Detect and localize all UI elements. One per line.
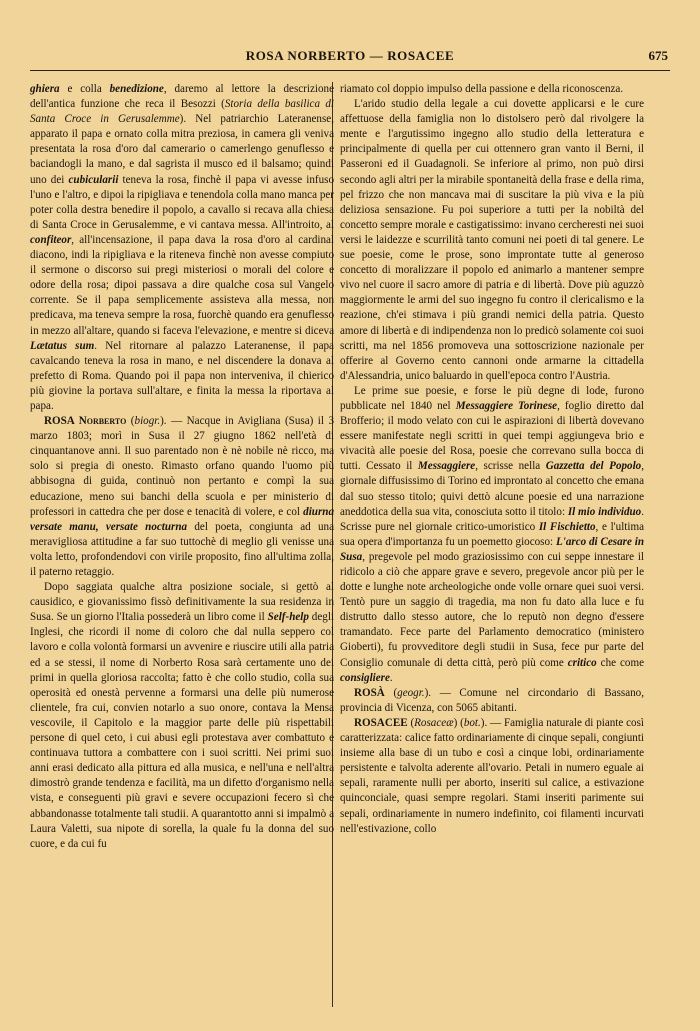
text-run: . xyxy=(389,671,393,684)
text-run: e colla xyxy=(59,83,110,95)
paragraph-rosa-ceremony xyxy=(30,82,334,414)
text-run: Le prime sue poesie, e forse le più degne di lode, furono pubblicate nel 1840 nel xyxy=(340,384,644,412)
text-run: ( xyxy=(384,686,398,699)
entry-rosa-geogr xyxy=(340,686,644,716)
text-run: biogr. xyxy=(134,415,161,428)
text-run: teneva la rosa, finchè il papa vi avesse infuso l'uno e l'altro, e dipoi la ripigliava e tenendola colla mano manca per poter colla destra benedire il popolo, a cavallo si recava alla chiesa di Santa Croce in Gerusalemme, e vi cantava messa. All'introito, al xyxy=(30,173,334,231)
text-run: , foglio diretto dal Brofferio; il modo velato con cui le aspirazioni di libertà dovevano essere manifestate negli scritti in quei tempi aggiungeva brio e vivacità alle poesie del Rosa, poesie che correvano sulla bocca di tutti. Cessato il xyxy=(340,399,645,473)
text-run: ghiera xyxy=(30,83,60,95)
text-run: del poeta, congiunta ad una meravigliosa attitudine a far suo tuttochè di meglio gli venisse una volta letto, profondendovi con virile proposito, fino all'ultima zolla, il paterno retaggio. xyxy=(30,520,335,578)
right-column xyxy=(340,82,644,837)
text-run: , scrisse nella xyxy=(475,460,546,473)
text-run: , e l'ultima sua opera d'importanza fu un poemetto giocoso: xyxy=(340,520,645,548)
running-title: ROSA NORBERTO — ROSACEE xyxy=(245,48,455,63)
text-run: Dopo saggiata qualche altra posizione sociale, si gettò al causidico, e giovanissimo fissò definitivamente la sua residenza in Susa. Se un giorno l'Italia possederà un libro come il xyxy=(30,581,334,624)
entry-rosacee xyxy=(340,716,644,837)
entry-heading: ROSACEE xyxy=(354,716,408,729)
entry-rosa-norberto xyxy=(30,414,334,580)
text-run: . Scrisse pure nel giornale critico-umoristico xyxy=(340,505,644,533)
text-run: che come xyxy=(596,656,644,669)
text-run: ). — Comune nel circondario di Bassano, provincia di Vicenza, con 5065 abitanti. xyxy=(340,686,644,714)
text-run: Lætatus sum xyxy=(30,339,95,352)
text-run: ( xyxy=(407,716,415,729)
text-run: ). — Nacque in Avigliana (Susa) il 3 marzo 1803; morì in Susa il 27 giugno 1862 nell'età di cinquantanove anni. Il suo parentado non è nè nobile nè ricco, ma solo si pregia di onesto. Rimasto orfano quando l'uomo più abbisogna di guida, continuò non pertanto e compì la sua educazione, meno sui banchi della scuola e per ministerio di professori in cattedra che per dose e tenacità di volere, e col xyxy=(30,415,335,518)
text-run: benedizione xyxy=(109,83,164,95)
text-run: degli Inglesi, che ricordi il nome di coloro che dal nulla seppero col lavoro e colla volontà formarsi un avvenire e riuscire utili alla patria ed a se stessi, il nome di Norberto Rosa sarà certamente uno dei primi in quella gloriosa raccolta; fatto è che collo studio, colla sua operosità ed onestà pervenne a formarsi una delle più numerose clientele, fra cui, convien notarlo a suo onore, contava la Mensa vescovile, il Capitolo e la maggior parte delle più rispettabili persone di quel ceto, i cui abusi egli protestava aver combattuto e continuava tuttora a combattere con i suoi scritti. Nei primi suoi anni erasi dedicato alla pittura ed alla musica, e nell'una e nell'altra dimostrò grande tendenza e facilità, ma un difetto d'organismo nella vista, e conseguenti più gravi e severe occupazioni fecero sì che abbandonasse totalmente tali studii. A quarantotto anni si impalmò a Laura Valetti, sua nipote di sorella, la quale fu la donna del suo cuore, e da cui fu xyxy=(30,611,334,850)
text-run: critico xyxy=(567,656,597,669)
text-run: Il Fischietto xyxy=(538,520,596,533)
paragraph-literary-studies xyxy=(340,97,644,384)
page-number: 675 xyxy=(648,48,668,63)
text-run: Messaggiere Torinese xyxy=(455,399,558,412)
text-run: L'arco di Cesare in Susa xyxy=(340,535,644,563)
text-run: cubicularii xyxy=(68,173,119,186)
text-run: Gazzetta del Popolo xyxy=(545,460,642,473)
text-run: Storia della basilica di Santa Croce in Gerusalemme xyxy=(30,98,334,126)
text-run: riamato col doppio impulso della passione e della riconoscenza. xyxy=(340,83,624,95)
text-run: Rosaceæ xyxy=(414,716,454,729)
text-run: L'arido studio della legale a cui dovette applicarsi e le cure affettuose della famiglia non lo distolsero però dal rivolgere la mente e l'argutissimo ingegno allo studio della letteratura e principalmente di quella per cui ottennero gran vanto il Berni, il Passeroni ed il Guadagnoli. Se inferiore al primo, non può dirsi secondo agli altri per la mirabile spontaneità della frase e della rima, pel frizzo che non mancava mai di suscitare la più viva e la più deliziosa sensazione. Fu poi superiore a tutti per la nobiltà del concetto sempre morale e castigatissimo: invano cercheresti nei suoi versi le laidezze e scurrilità tanto comuni nei poeti di tal genere. Le sue poesie, come le prose, sono improntate tutte al generoso concetto di moralizzare il popolo ed animarlo a mantener sempre vivo nel cuore il sacro amore di patria e di libertà. Dove più aguzzò maggiormente le armi del suo ingegno fu contro il clericalismo e la reazione, ch'ei stimava i più grandi nemici della patria. Questo amore di libertà e di indipendenza non lo predicò solamente coi suoi scritti, ma nel 1856 promoveva una sottoscrizione nazionale per offerire al Governo cento cannoni onde armarne la cittadella d'Alessandria, unico baluardo in quell'epoca contro l'Austria. xyxy=(340,98,644,382)
text-run: ). Nel patriarchio Lateranense, apparato il papa e ornato colla mitra preziosa, in camera gli veniva presentata la rosa d'oro dal camerario o camerlengo genuflesso e baciandogli la mano, e dal sagrista il musco ed il balsamo; quindi uno dei xyxy=(30,113,334,186)
text-run: ( xyxy=(126,415,135,428)
text-run: diurna versate manu, versate nocturna xyxy=(30,505,334,533)
text-run: Self-help xyxy=(267,611,309,624)
text-run: , pregevole pel modo graziosissimo con cui seppe innestare il ridicolo a ciò che appare grave e severo, pregevole ancor più per le dotte e lunghe note archeologiche onde volle ornare quei suoi versi. Tentò pure un saggio di tragedia, ma non fu dato alla luce e fu distrutto dallo stesso autore, che lo reputò non degno d'essere tramandato. Fece parte del Parlamento democratico (ministero Gioberti), fu provveditore degli studii in Susa, fece pur parte del Consiglio comunale di detta città, però più come xyxy=(340,550,644,669)
text-run: consigliere xyxy=(340,671,390,684)
page-header xyxy=(30,48,670,71)
paragraph-continuation xyxy=(340,82,644,97)
text-run: bot. xyxy=(463,716,481,729)
text-run: . Nel ritornare al palazzo Lateranense, il papa cavalcando teneva la rosa in mano, e nel discendere la donava al prefetto di Roma. Quando poi il papa non interveniva, il chierico più giovine la portava sull'altare, e finita la messa la riportava al papa. xyxy=(30,339,334,412)
text-run: Il mio individuo xyxy=(567,505,642,518)
text-run: ) ( xyxy=(453,716,464,729)
text-run: , all'incensazione, il papa dava la rosa d'oro al cardinal diacono, indi la ripigliava e la riteneva finchè non avesse compiuto il sermone o discorso sui pregi misteriosi o morali del colore e odore della rosa; dipoi passava a dire qualche cosa sul Vangelo corrente. Se il papa semplicemente assisteva alla messa, non predicava, ma teneva sempre la rosa, fuorchè quando era genuflesso in mezzo all'altare, quando si faceva l'elevazione, e mentre si diceva xyxy=(30,233,334,337)
text-run: ). — Famiglia naturale di piante così caratterizzata: calice fatto ordinariamente di cinque sepali, congiunti insieme alla base di un tubo e così a cinque lobi, ordinariamente persistente e talvolta aderente all'ovario. Petali in numero eguale ai sepali, raramente nulli per aborto, inseriti sul calice, a estivazione quinconciale, quasi sempre regolari. Stami inseriti parimente sui sepali, ordinariamente in numero indefinito, coi filamenti incurvati nell'estivazione, collo xyxy=(340,716,644,835)
left-column xyxy=(30,82,334,852)
entry-heading: ROSA Norberto xyxy=(44,415,127,428)
text-run: geogr. xyxy=(397,686,425,699)
text-run: , daremo al lettore la descrizione dell'antica funzione che reca il Besozzi ( xyxy=(30,83,334,111)
text-run: confiteor xyxy=(30,233,72,246)
text-run: Messaggiere xyxy=(417,460,476,473)
entry-heading: ROSÀ xyxy=(354,686,385,699)
text-run: , giornale diffusissimo di Torino ed improntato al concetto che emana dal suo stesso titolo; quivi dettò alcune poesie ed una narrazione aneddotica della sua vita, conosciuta sotto il titolo: xyxy=(340,460,644,518)
paragraph-biography xyxy=(30,580,334,852)
paragraph-poems xyxy=(340,384,644,686)
